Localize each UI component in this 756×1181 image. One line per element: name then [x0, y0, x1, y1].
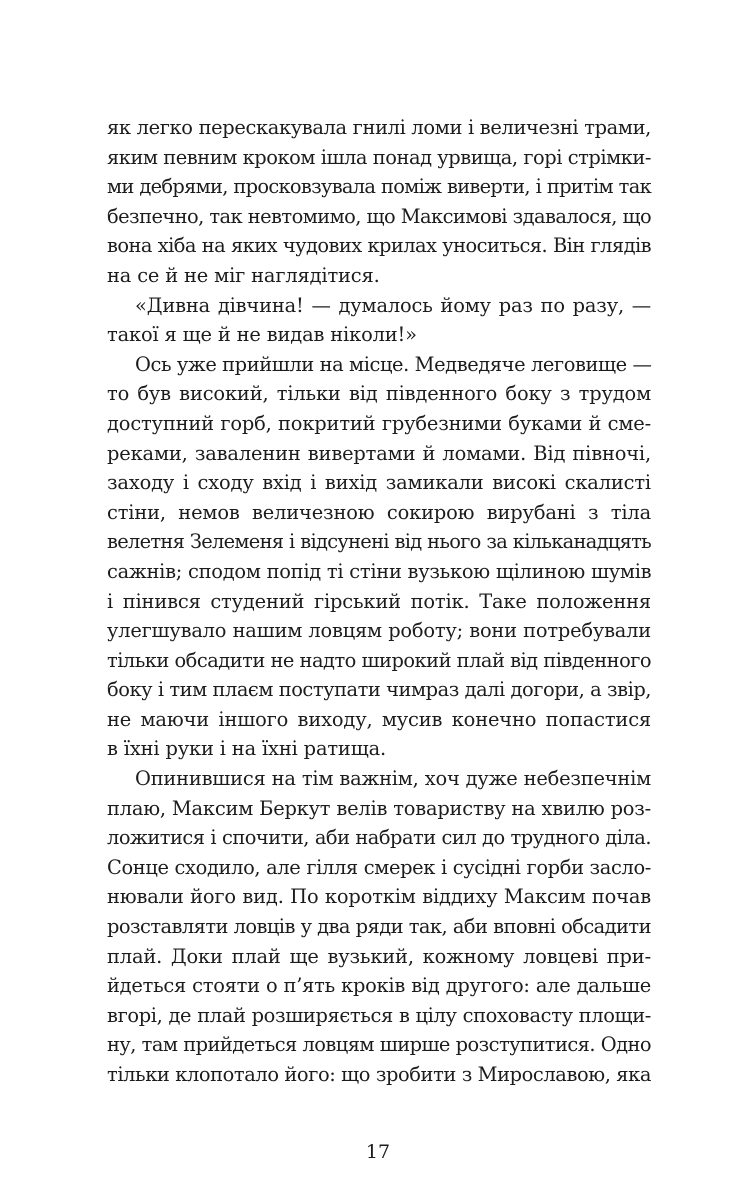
text-line: реками, заваленин вивертами й ломами. Від півночі, — [107, 441, 651, 465]
text-line: вона хіба на яких чудових крилах уноситься. Він глядів — [107, 234, 651, 258]
text-line: вгорі, де плай розширяється в цілу споховасту площи- — [107, 1003, 651, 1027]
text-line: стіни, немов величезною сокирою вирубані з тіла — [107, 500, 651, 524]
text-line: в їхні руки і на їхні ратища. — [107, 737, 387, 761]
text-line: ложитися і спочити, аби набрати сил до трудного діла. — [107, 826, 651, 850]
text-line: Сонце сходило, але гілля смерек і сусідні горби засло- — [107, 855, 651, 879]
text-line: плай. Доки плай ще вузький, кожному ловцеві при- — [107, 944, 651, 968]
text-line: улегшувало нашим ловцям роботу; вони потребували — [107, 619, 651, 643]
text-line: сажнів; сподом попід ті стіни вузькою щілиною шумів — [107, 559, 652, 583]
text-line: йдеться стояти о п’ять кроків від другого: але дальше — [107, 974, 651, 998]
text-line: як легко перескакувала гнилі ломи і величезні трами, — [107, 116, 651, 139]
text-line: не маючи іншого виходу, мусив конечно попастися — [107, 707, 651, 731]
text-line: тільки обсадити не надто широкий плай від південного — [107, 648, 652, 672]
text-line: тільки клопотало його: що зробити з Мирославою, яка — [107, 1063, 651, 1086]
text-line: доступний горб, покритий грубезними буками й сме- — [107, 411, 651, 435]
text-line: і пінився студений гірський потік. Таке положення — [107, 589, 651, 613]
text-line: заходу і сходу вхід і вихід замикали високі скалисті — [107, 471, 651, 495]
text-line: боку і тим плаєм поступати чимраз далі догори, а звір, — [107, 678, 651, 702]
text-line: то був високий, тільки від південного боку з трудом — [107, 382, 651, 406]
text-line: розставляти ловців у два ряди так, аби вповні обсадити — [107, 915, 651, 939]
text-line: ми дебрями, просковзувала поміж виверти, і притім так — [107, 175, 651, 199]
text-line: на се й не міг наглядітися. — [107, 263, 380, 287]
body-text — [107, 113, 651, 1090]
text-line: нювали його вид. По короткім віддиху Максим почав — [107, 885, 651, 909]
text-line: велетня Зелеменя і відсунені від нього за кільканадцять — [107, 530, 651, 554]
page-number: 17 — [365, 1141, 391, 1163]
text-line: безпечно, так невтомимо, що Максимові здавалося, що — [107, 204, 652, 228]
text-line: ну, там прийдеться ловцям ширше розступитися. Одно — [107, 1033, 651, 1057]
text-line: такої я ще й не видав ніколи!» — [107, 323, 417, 347]
text-line: Ось уже прийшли на місце. Медведяче леговище — — [135, 352, 652, 376]
text-line: Опинившися на тім важнім, хоч дуже небезпечнім — [135, 767, 651, 791]
text-line: яким певним кроком ішла понад урвища, горі стрімки- — [107, 145, 651, 169]
text-line: «Дивна дівчина! — думалось йому раз по разу, — — [135, 293, 651, 317]
text-line: плаю, Максим Беркут велів товариству на хвилю роз- — [107, 796, 651, 820]
